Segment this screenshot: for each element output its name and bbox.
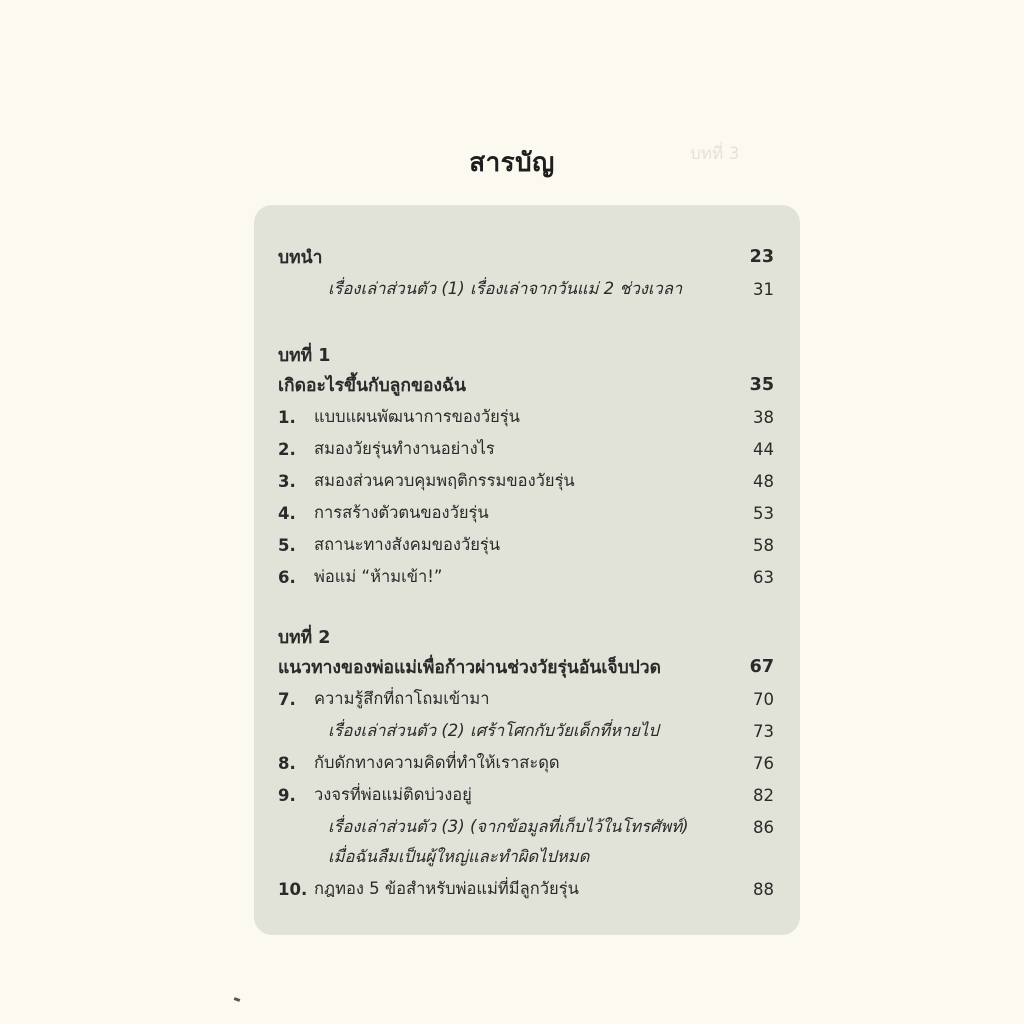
toc-entry-label: เรื่องเล่าส่วนตัว (2) เศร้าโศกกับวัยเด็กที่หายไป	[328, 721, 659, 740]
toc-entry-story	[278, 812, 774, 842]
toc-entry-label: กฎทอง 5 ข้อสำหรับพ่อแม่ที่มีลูกวัยรุ่น	[314, 879, 579, 898]
toc-entry-page: 86	[753, 817, 774, 837]
part2-heading	[278, 622, 774, 652]
toc-entry-page: 76	[753, 753, 774, 773]
toc-entry-page: 58	[753, 535, 774, 555]
toc-entry-number: 2.	[278, 439, 296, 459]
part1-title-row	[278, 370, 774, 400]
toc-entry-page: 82	[753, 785, 774, 805]
toc-entry-number: 1.	[278, 407, 296, 427]
toc-entry-label: การสร้างตัวตนของวัยรุ่น	[314, 503, 489, 522]
toc-entry	[278, 684, 774, 714]
toc-entry-number: 9.	[278, 785, 296, 805]
toc-entry-page: 35	[749, 375, 774, 395]
toc-entry-label: สถานะทางสังคมของวัยรุ่น	[314, 535, 501, 554]
part-title: แนวทางของพ่อแม่เพื่อก้าวผ่านช่วงวัยรุ่นอันเจ็บปวด	[278, 658, 661, 678]
toc-entry	[278, 562, 774, 592]
toc-entry-page: 44	[753, 439, 774, 459]
toc-entry-label: สมองส่วนควบคุมพฤติกรรมของวัยรุ่น	[314, 471, 575, 490]
toc-entry-number: 6.	[278, 567, 296, 587]
toc-entry-label: พ่อแม่ “ห้ามเข้า!”	[314, 567, 443, 586]
toc-entry-page: 63	[753, 567, 774, 587]
part1-heading	[278, 340, 774, 370]
toc-entry-page: 70	[753, 689, 774, 709]
reverse-page-bleed-through: บทที่ 3	[690, 144, 740, 164]
toc-entry-page: 48	[753, 471, 774, 491]
toc-entry-page: 88	[753, 879, 774, 899]
toc-entry-number: 3.	[278, 471, 296, 491]
toc-entry	[278, 466, 774, 496]
toc-entry-page: 23	[749, 247, 774, 267]
toc-entry-number: 5.	[278, 535, 296, 555]
toc-entry-number: 8.	[278, 753, 296, 773]
toc-entry-intro-story	[278, 274, 774, 304]
toc-entry-label: สมองวัยรุ่นทำงานอย่างไร	[314, 439, 495, 458]
toc-entry-page: 38	[753, 407, 774, 427]
toc-entry	[278, 498, 774, 528]
ink-speck	[234, 997, 241, 1002]
toc-entry-intro	[278, 242, 774, 272]
toc-entry-number: 7.	[278, 689, 296, 709]
toc-entry-number: 10.	[278, 879, 308, 899]
toc-entry	[278, 748, 774, 778]
toc-entry-label: เมื่อฉันลืมเป็นผู้ใหญ่และทำผิดไปหมด	[328, 847, 590, 866]
toc-entry-number: 4.	[278, 503, 296, 523]
toc-entry-label: บทนำ	[278, 248, 323, 268]
toc-entry-label: แบบแผนพัฒนาการของวัยรุ่น	[314, 407, 520, 426]
part-label: บทที่ 2	[278, 628, 331, 648]
toc-entry	[278, 874, 774, 904]
toc-entry-page: 53	[753, 503, 774, 523]
part-title: เกิดอะไรขึ้นกับลูกของฉัน	[278, 376, 466, 396]
toc-entry-label: ความรู้สึกที่ถาโถมเข้ามา	[314, 689, 490, 708]
toc-entry	[278, 434, 774, 464]
toc-entry-story	[278, 716, 774, 746]
toc-title: สารบัญ	[469, 148, 555, 178]
toc-entry-page: 73	[753, 721, 774, 741]
toc-entry	[278, 402, 774, 432]
part-label: บทที่ 1	[278, 346, 331, 366]
toc-entry-label: เรื่องเล่าส่วนตัว (1) เรื่องเล่าจากวันแม่ 2 ช่วงเวลา	[328, 279, 683, 298]
toc-entry	[278, 530, 774, 560]
toc-entry-page: 67	[749, 657, 774, 677]
part2-title-row	[278, 652, 774, 682]
toc-entry	[278, 780, 774, 810]
toc-entry-label: เรื่องเล่าส่วนตัว (3) (จากข้อมูลที่เก็บไว้ในโทรศัพท์)	[328, 817, 689, 836]
toc-entry-page: 31	[753, 279, 774, 299]
toc-entry-label: กับดักทางความคิดที่ทำให้เราสะดุด	[314, 753, 560, 772]
toc-entry-story-continued	[278, 842, 774, 872]
toc-entry-label: วงจรที่พ่อแม่ติดบ่วงอยู่	[314, 785, 472, 804]
